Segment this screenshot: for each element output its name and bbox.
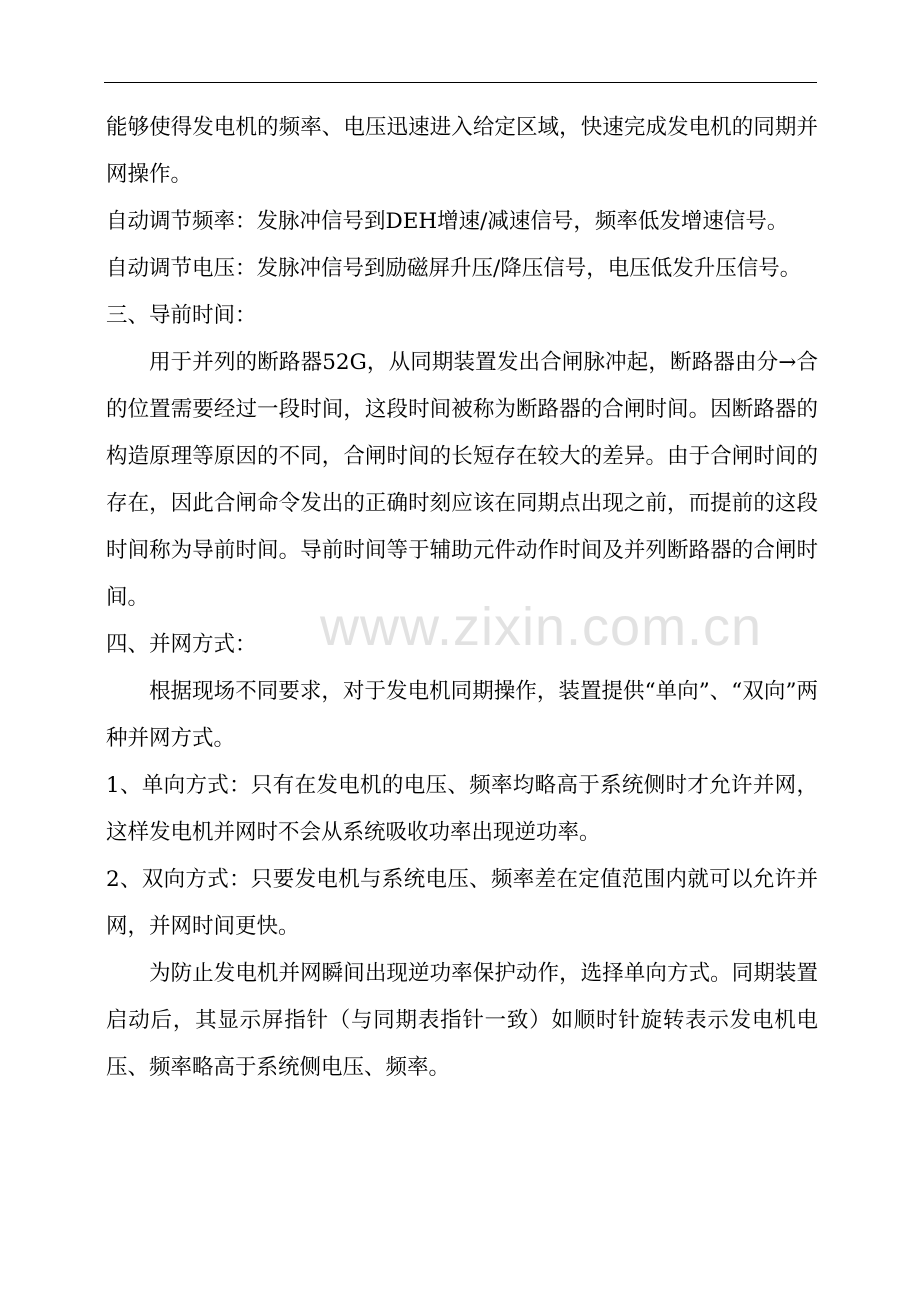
paragraph-one-way-mode: 1、单向方式：只有在发电机的电压、频率均略高于系统侧时才允许并网，这样发电机并网时不会从系统吸收功率出现逆功率。 <box>106 773 818 845</box>
paragraph-sync-intro: 能够使得发电机的频率、电压迅速进入给定区域，快速完成发电机的同期并网操作。 <box>106 115 818 187</box>
paragraph-auto-voltage: 自动调节电压：发脉冲信号到励磁屏升压/降压信号，电压低发升压信号。 <box>106 256 802 281</box>
section-heading-grid-mode: 四、并网方式： <box>106 632 257 657</box>
watermark-text: www.zixin.com.cn <box>320 597 763 657</box>
paragraph-two-way-mode: 2、双向方式：只要发电机与系统电压、频率差在定值范围内就可以允许并网，并网时间更快。 <box>106 867 818 939</box>
header-rule <box>104 82 817 83</box>
paragraph-lead-time: 用于并列的断路器52G，从同期装置发出合闸脉冲起，断路器由分→合的位置需要经过一段时间，这段时间被称为断路器的合闸时间。因断路器的构造原理等原因的不同，合闸时间的长短存在较大的差异。由于合闸时间的存在，因此合闸命令发出的正确时刻应该在同期点出现之前，而提前的这段时间称为导前时间。导前时间等于辅助元件动作时间及并列断路器的合闸时间。 <box>106 350 818 610</box>
paragraph-mode-selection: 为防止发电机并网瞬间出现逆功率保护动作，选择单向方式。同期装置启动后，其显示屏指针（与同期表指针一致）如顺时针旋转表示发电机电压、频率略高于系统侧电压、频率。 <box>106 961 818 1080</box>
paragraph-auto-frequency: 自动调节频率：发脉冲信号到DEH增速/减速信号，频率低发增速信号。 <box>106 209 789 234</box>
section-heading-lead-time: 三、导前时间： <box>106 303 257 328</box>
paragraph-grid-modes: 根据现场不同要求，对于发电机同期操作，装置提供“单向”、“双向”两种并网方式。 <box>106 679 818 751</box>
